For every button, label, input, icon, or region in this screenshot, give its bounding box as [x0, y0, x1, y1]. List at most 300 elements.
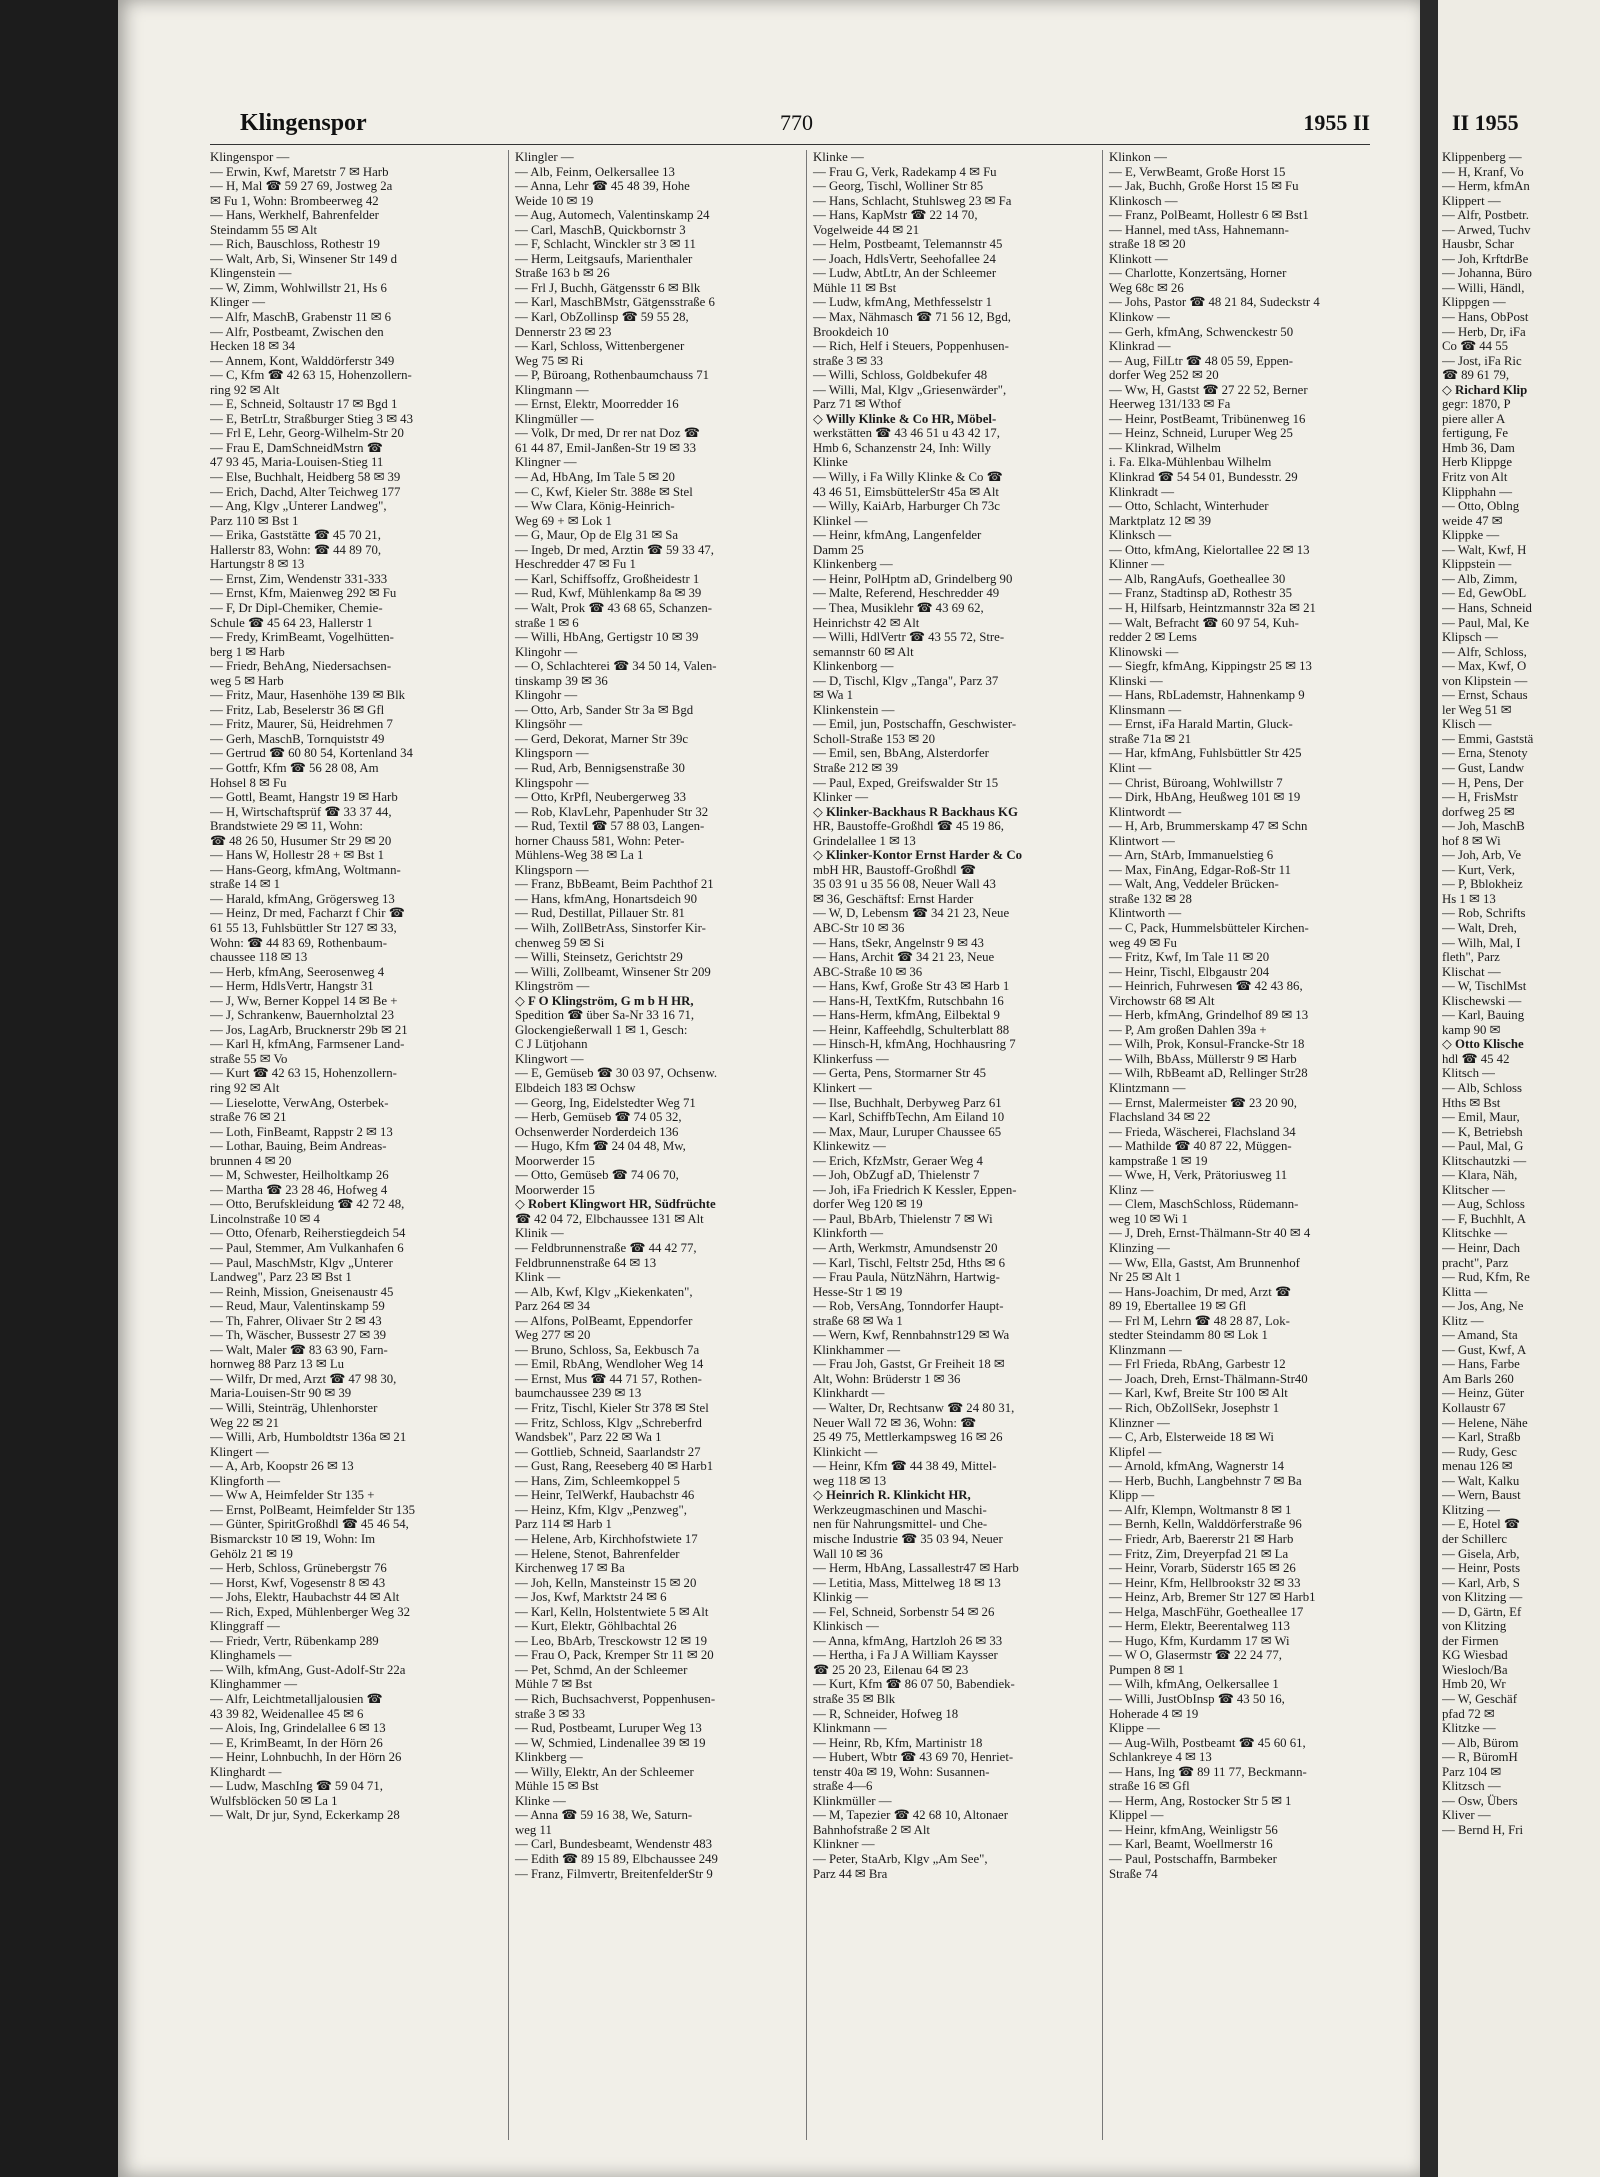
directory-entry-line: — Horst, Kwf, Vogesenstr 8 ✉ 43 [210, 1575, 386, 1590]
directory-entry-line: — Rob, Schrifts [1442, 906, 1526, 921]
directory-entry-line: ◇ Richard Klip [1442, 382, 1528, 397]
directory-entry-line: — Hans, tSekr, Angelnstr 9 ✉ 43 [813, 935, 984, 950]
directory-entry-line: — Hertha, i Fa J A William Kaysser [813, 1648, 998, 1663]
directory-entry-line: — E, Hotel ☎ [1442, 1517, 1520, 1532]
directory-entry-line: — Hans W, Hollestr 28 + ✉ Bst 1 [210, 848, 384, 863]
directory-entry-line: — Paul, Mal, G [1442, 1139, 1524, 1154]
directory-entry-line: — H, Pens, Der [1442, 775, 1524, 790]
directory-entry-line: — Ww A, Heimfelder Str 135 + [210, 1488, 375, 1503]
directory-entry-line: der Firmen [1442, 1633, 1499, 1648]
directory-entry-line: — K, Betriebsh [1442, 1124, 1523, 1139]
directory-entry-line: Werkzeugmaschinen und Maschi- [813, 1502, 987, 1517]
directory-entry-line: — Reinh, Mission, Gneisenaustr 45 [210, 1284, 394, 1299]
directory-entry-line: — Helene, Arb, Kirchhofstwiete 17 [515, 1531, 698, 1546]
directory-entry-line: Klinkicht — [813, 1444, 878, 1459]
directory-entry-line: — Paul, MaschMstr, Klgv „Unterer [210, 1255, 393, 1270]
directory-entry-line: — J, Ww, Berner Koppel 14 ✉ Be + [210, 993, 398, 1008]
directory-entry-line: Klinkerfuss — [813, 1051, 889, 1066]
directory-entry-line: — Ludw, kfmAng, Methfesselstr 1 [813, 295, 993, 310]
directory-entry-line: — Fritz, Tischl, Kieler Str 378 ✉ Stel [515, 1401, 709, 1416]
directory-entry-line: Landweg", Parz 23 ✉ Bst 1 [210, 1270, 352, 1285]
directory-entry-line: — Willi, Schloss, Goldbekufer 48 [813, 368, 988, 383]
directory-entry-line: — D, Gärtn, Ef [1442, 1604, 1522, 1619]
directory-entry-line: — Franz, Stadtinsp aD, Rothestr 35 [1109, 586, 1293, 601]
directory-entry-line: — Wilh, kfmAng, Oelkersallee 1 [1109, 1677, 1279, 1692]
directory-entry-line: Klingohr — [515, 644, 578, 659]
directory-entry-line: — Joh, KrftdrBe [1442, 251, 1529, 266]
directory-entry-line: Flachsland 34 ✉ 22 [1109, 1110, 1211, 1125]
directory-entry-line: — Jos, Ang, Ne [1442, 1299, 1524, 1314]
directory-entry-line: Parz 44 ✉ Bra [813, 1866, 888, 1881]
directory-entry-line: — Hans, Kwf, Große Str 43 ✉ Harb 1 [813, 979, 1010, 994]
directory-entry-line: — Heinz, Dr med, Facharzt f Chir ☎ [210, 906, 405, 921]
directory-entry-line: Klipp — [1109, 1488, 1155, 1503]
directory-entry-line: — Heinr, Kfm, Hellbrookstr 32 ✉ 33 [1109, 1575, 1301, 1590]
directory-entry-line: — R, BüromH [1442, 1750, 1518, 1765]
directory-entry-line: Klitzing — [1442, 1502, 1500, 1517]
directory-entry-line: — Fritz, Lab, Beselerstr 36 ✉ Gfl [210, 702, 385, 717]
directory-entry-line: Klingmann — [515, 382, 589, 397]
directory-entry-line: ABC-Straße 10 ✉ 36 [813, 964, 923, 979]
directory-entry-line: Heschredder 47 ✉ Fu 1 [515, 557, 636, 572]
directory-entry-line: — Heinr, Kaffeehdlg, Schulterblatt 88 [813, 1022, 1010, 1037]
directory-entry-line: Klinkon — [1109, 150, 1167, 164]
directory-entry-line: Klippke — [1442, 528, 1500, 543]
directory-entry-line: — Ang, Klgv „Unterer Landweg", [210, 499, 387, 514]
directory-entry-line: — Hans, kfmAng, Honartsdeich 90 [515, 891, 697, 906]
directory-entry-line: weide 47 ✉ [1442, 513, 1503, 528]
directory-entry-line: — Hubert, Wbtr ☎ 43 69 70, Henriet- [813, 1750, 1014, 1765]
directory-entry-line: — Osw, Übers [1442, 1793, 1518, 1808]
directory-entry-line: Klinski — [1109, 673, 1163, 688]
directory-entry-line: — Joh, MaschB [1442, 819, 1525, 834]
directory-entry-line: — Th, Wäscher, Bussestr 27 ✉ 39 [210, 1328, 387, 1343]
directory-entry-line: — Erich, Dachd, Alter Teichweg 177 [210, 484, 401, 499]
directory-entry-line: — Herb, Schloss, Grünebergstr 76 [210, 1561, 387, 1576]
directory-entry-line: — O, Schlachterei ☎ 34 50 14, Valen- [515, 659, 717, 674]
directory-entry-line: Klingström — [515, 979, 590, 994]
directory-entry-line: — Herm, Ang, Rostocker Str 5 ✉ 1 [1109, 1793, 1292, 1808]
directory-entry-line: Hmb 20, Wr [1442, 1677, 1506, 1692]
directory-entry-line: — Karl, ObZollinsp ☎ 59 55 28, [515, 310, 689, 325]
directory-entry-line: Klitzke — [1442, 1721, 1496, 1736]
directory-entry-line: — Wilfr, Dr med, Arzt ☎ 47 98 30, [210, 1371, 397, 1386]
directory-entry-line: Klink — [515, 1270, 561, 1285]
directory-entry-line: — Alfr, MaschB, Grabenstr 11 ✉ 6 [210, 310, 392, 325]
directory-entry-line: — Herb, Buchh, Langbehnstr 7 ✉ Ba [1109, 1473, 1302, 1488]
directory-entry-line: redder 2 ✉ Lems [1109, 630, 1197, 645]
directory-entry-line: — Heinr, Tischl, Elbgaustr 204 [1109, 964, 1270, 979]
directory-entry-line: Klinzner — [1109, 1415, 1170, 1430]
directory-entry-line: — Ludw, MaschIng ☎ 59 04 71, [210, 1779, 383, 1794]
directory-entry-line: — Max, Kwf, O [1442, 659, 1527, 674]
directory-entry-line: ☎ 89 61 79, [1442, 368, 1510, 383]
directory-entry-line: — Rich, Buchsachverst, Poppenhusen- [515, 1691, 716, 1706]
directory-entry-line: — Friedr, BehAng, Niedersachsen- [210, 659, 392, 674]
directory-entry-line: — Jos, Kwf, Marktstr 24 ✉ 6 [515, 1590, 667, 1605]
directory-entry-line: — Karl, MaschBMstr, Gätgensstraße 6 [515, 295, 715, 310]
directory-entry-line: — Edith ☎ 89 15 89, Elbchaussee 249 [515, 1851, 718, 1866]
directory-entry-line: — C, Kwf, Kieler Str. 388e ✉ Stel [515, 484, 693, 499]
directory-entry-line: Maria-Louisen-Str 90 ✉ 39 [210, 1386, 352, 1401]
directory-entry-line: Klintwordt — [1109, 804, 1182, 819]
directory-entry-line: — Walter, Dr, Rechtsanw ☎ 24 80 31, [813, 1401, 1015, 1416]
directory-entry-line: — Hans-H, TextKfm, Rutschbahn 16 [813, 993, 1004, 1008]
directory-entry-line: — Willi, HbAng, Gertigstr 10 ✉ 39 [515, 630, 699, 645]
directory-entry-line: ☎ 25 20 23, Eilenau 64 ✉ 23 [813, 1662, 969, 1677]
directory-entry-line: — Georg, Tischl, Wolliner Str 85 [813, 179, 984, 194]
directory-entry-line: — Walt, Kwf, H [1442, 542, 1527, 557]
directory-entry-line: Klinik — [515, 1226, 564, 1241]
directory-entry-line: Klitz — [1442, 1313, 1484, 1328]
directory-entry-line: Klitschautzki — [1442, 1153, 1527, 1168]
directory-entry-line: Klingsöhr — [515, 717, 583, 732]
directory-entry-line: — Karl, Beamt, Woellmerstr 16 [1109, 1837, 1273, 1852]
directory-entry-line: Klinkhammer — [813, 1342, 901, 1357]
directory-entry-line: Klingsporn — [515, 862, 589, 877]
directory-entry-line: berg 1 ✉ Harb [210, 644, 285, 659]
directory-entry-line: — W O, Glasermstr ☎ 22 24 77, [1109, 1648, 1282, 1663]
directory-entry-line: — Walt, Kalku [1442, 1473, 1520, 1488]
directory-entry-line: — Heinz, Arb, Bremer Str 127 ✉ Harb1 [1109, 1590, 1316, 1605]
directory-entry-line: — Herb, kfmAng, Seerosenweg 4 [210, 964, 385, 979]
directory-entry-line: horner Chauss 581, Wohn: Peter- [515, 833, 685, 848]
directory-entry-line: ◇ Klinker-Backhaus R Backhaus KG [813, 804, 1018, 819]
directory-entry-line: Klinkert — [813, 1081, 872, 1095]
directory-entry-line: menau 126 ✉ [1442, 1459, 1513, 1474]
directory-entry-line: — W, Zimm, Wohlwillstr 21, Hs 6 [210, 280, 387, 295]
directory-entry-line: — Helm, Postbeamt, Telemannstr 45 [813, 237, 1003, 252]
directory-entry-line: HR, Baustoffe-Großhdl ☎ 45 19 86, [813, 819, 1004, 834]
directory-entry-line: Klingert — [210, 1444, 269, 1459]
directory-entry-line: Klitta — [1442, 1284, 1488, 1299]
directory-entry-line: — Georg, Ing, Eidelstedter Weg 71 [515, 1095, 696, 1110]
directory-entry-line: — Rudy, Gesc [1442, 1444, 1517, 1459]
directory-entry-line: — Herb, Gemüseb ☎ 74 05 32, [515, 1110, 682, 1125]
directory-entry-line: Klintworth — [1109, 906, 1182, 921]
directory-entry-line: Klitzsch — [1442, 1779, 1501, 1794]
directory-entry-line: ◇ Willy Klinke & Co HR, Möbel- [813, 411, 997, 426]
directory-entry-line: — Har, kfmAng, Fuhlsbüttler Str 425 [1109, 746, 1302, 761]
directory-entry-line: — Johs, Elektr, Haubachstr 44 ✉ Alt [210, 1590, 400, 1605]
directory-entry-line: Weg 69 + ✉ Lok 1 [515, 513, 612, 528]
directory-entry-line: — Gerd, Dekorat, Marner Str 39c [515, 731, 689, 746]
directory-entry-line: — Otto, Berufskleidung ☎ 42 72 48, [210, 1197, 405, 1212]
directory-entry-line: — F, Schlacht, Winckler str 3 ✉ 11 [515, 237, 696, 252]
directory-entry-line: — H, Mal ☎ 59 27 69, Jostweg 2a [210, 179, 393, 194]
directory-entry-line: KG Wiesbad [1442, 1648, 1508, 1663]
directory-entry-line: — Heinr, Dach [1442, 1241, 1521, 1256]
directory-entry-line: — C, Kfm ☎ 42 63 15, Hohenzollern- [210, 368, 412, 383]
directory-entry-line: Weg 75 ✉ Ri [515, 353, 584, 368]
directory-entry-line: — Joach, HdlsVertr, Seehofallee 24 [813, 251, 996, 266]
directory-entry-line: Hesse-Str 1 ✉ 19 [813, 1284, 903, 1299]
directory-entry-line: — Erna, Stenoty [1442, 746, 1528, 761]
directory-entry-line: — Herb, kfmAng, Grindelhof 89 ✉ 13 [1109, 1008, 1309, 1023]
directory-entry-line: — Rich, ObZollSekr, Josephstr 1 [1109, 1401, 1280, 1416]
directory-entry-line: tinskamp 39 ✉ 36 [515, 673, 608, 688]
directory-entry-line: — Walt, Maler ☎ 83 63 90, Farn- [210, 1342, 388, 1357]
directory-entry-line: — Willi, Mal, Klgv „Griesenwärder", [813, 382, 1007, 397]
directory-entry-line: Dennerstr 23 ✉ 23 [515, 324, 612, 339]
directory-entry-line: Moorwerder 15 [515, 1153, 595, 1168]
directory-entry-line: — C, Arb, Elsterweide 18 ✉ Wi [1109, 1430, 1274, 1445]
directory-entry-line: — Helene, Stenot, Bahrenfelder [515, 1546, 680, 1561]
directory-entry-line: Marktplatz 12 ✉ 39 [1109, 513, 1212, 528]
directory-entry-line: — Karl, Bauing [1442, 1008, 1525, 1023]
directory-entry-line: Klinkenborg — [813, 659, 894, 674]
directory-entry-line: — Heinr, Vorarb, Süderstr 165 ✉ 26 [1109, 1561, 1296, 1576]
directory-entry-line: semannstr 60 ✉ Alt [813, 644, 914, 659]
directory-entry-line: — Willi, JustObInsp ☎ 43 50 16, [1109, 1691, 1285, 1706]
directory-entry-line: — Wilh, RbBeamt aD, Rellinger Str28 [1109, 1066, 1308, 1081]
page-header [240, 110, 1370, 140]
directory-entry-line: — Jost, iFa Ric [1442, 353, 1522, 368]
directory-entry-line: Alt, Wohn: Brüderstr 1 ✉ 36 [813, 1371, 961, 1386]
directory-entry-line: — Emil, sen, BbAng, Alsterdorfer [813, 746, 989, 761]
directory-entry-line: — Letitia, Mass, Mittelweg 18 ✉ 13 [813, 1575, 1001, 1590]
directory-entry-line: — Ingeb, Dr med, Arztin ☎ 59 33 47, [515, 542, 714, 557]
directory-entry-line: 89 19, Ebertallee 19 ✉ Gfl [1109, 1299, 1247, 1314]
directory-entry-line: — Hans, Farbe [1442, 1357, 1520, 1372]
directory-entry-line: — Otto, Gemüseb ☎ 74 06 70, [515, 1168, 679, 1183]
directory-entry-line: straße 14 ✉ 1 [210, 877, 281, 892]
directory-entry-line: Bismarckstr 10 ✉ 19, Wohn: Im [210, 1531, 376, 1546]
directory-entry-line: — Günter, SpiritGroßhdl ☎ 45 46 54, [210, 1517, 409, 1532]
directory-entry-line: — Alb, RangAufs, Goetheallee 30 [1109, 571, 1286, 586]
directory-entry-line: — Ww, H, Gastst ☎ 27 22 52, Berner [1109, 382, 1308, 397]
directory-entry-line: straße 132 ✉ 28 [1109, 891, 1192, 906]
directory-entry-line: 35 03 91 u 35 56 08, Neuer Wall 43 [813, 877, 996, 892]
directory-entry-line: — A, Arb, Koopstr 26 ✉ 13 [210, 1459, 354, 1474]
directory-entry-line: Klingforth — [210, 1473, 281, 1488]
directory-entry-line: ✉ Wa 1 [813, 688, 854, 703]
directory-entry-line: straße 3 ✉ 33 [515, 1706, 586, 1721]
directory-entry-line: Klipsch — [1442, 630, 1498, 645]
directory-entry-line: — Franz, Filmvertr, BreitenfelderStr 9 [515, 1866, 713, 1881]
directory-entry-line: — Ludw, AbtLtr, An der Schleemer [813, 266, 997, 281]
directory-entry-line: — Willi, HdlVertr ☎ 43 55 72, Stre- [813, 630, 1005, 645]
directory-entry-line: — Anna ☎ 59 16 38, We, Saturn- [515, 1808, 693, 1823]
directory-entry-line: werkstätten ☎ 43 46 51 u 43 42 17, [813, 426, 1000, 441]
directory-entry-line: — Gerh, kfmAng, Schwenckestr 50 [1109, 324, 1294, 339]
directory-entry-line: Klinkel — [813, 513, 868, 528]
directory-entry-line: — Heinr, TelWerkf, Haubachstr 46 [515, 1488, 695, 1503]
directory-entry-line: — Gottlieb, Schneid, Saarlandstr 27 [515, 1444, 701, 1459]
directory-entry-line: — Heinrich, Fuhrwesen ☎ 42 43 86, [1109, 979, 1303, 994]
directory-entry-line: Glockengießerwall 1 ✉ 1, Gesch: [515, 1022, 688, 1037]
directory-entry-line: nen für Nahrungsmittel- und Che- [813, 1517, 988, 1532]
directory-entry-line: — Otto, KrPfl, Neubergerweg 33 [515, 790, 687, 805]
directory-entry-line: Klipphahn — [1442, 484, 1513, 499]
directory-entry-line: straße 18 ✉ 20 [1109, 237, 1186, 252]
directory-entry-line: — Herm, Leitgsaufs, Marienthaler [515, 251, 693, 266]
directory-entry-line: — Jos, LagArb, Brucknerstr 29b ✉ 21 [210, 1022, 408, 1037]
directory-entry-line: — Arnold, kfmAng, Wagnerstr 14 [1109, 1459, 1285, 1474]
directory-entry-line: Klinghammer — [210, 1677, 298, 1692]
directory-entry-line: — Emil, jun, Postschaffn, Geschwister- [813, 717, 1017, 732]
directory-entry-line: — Paul, Stemmer, Am Vulkanhafen 6 [210, 1241, 404, 1256]
directory-entry-line: — Hugo, Kfm, Kurdamm 17 ✉ Wi [1109, 1633, 1290, 1648]
directory-entry-line: Mühlens-Weg 38 ✉ La 1 [515, 848, 644, 863]
directory-entry-line: — Ernst, Zim, Wendenstr 331-333 [210, 571, 388, 586]
directory-entry-line: — Ed, GewObL [1442, 586, 1527, 601]
directory-entry-line: — Rich, Helf i Steuers, Poppenhusen- [813, 339, 1009, 354]
directory-entry-line: — Joh, Arb, Ve [1442, 848, 1522, 863]
directory-entry-line: Mühle 7 ✉ Bst [515, 1677, 593, 1692]
directory-entry-line: 43 46 51, EimsbüttelerStr 45a ✉ Alt [813, 484, 999, 499]
directory-entry-line: — Lothar, Bauing, Beim Andreas- [210, 1139, 387, 1154]
directory-entry-line: — Heinr, Kfm ☎ 44 38 49, Mittel- [813, 1459, 997, 1474]
directory-column-1 [210, 150, 500, 2140]
directory-entry-line: — Ww, Ella, Gastst, Am Brunnenhof [1109, 1255, 1300, 1270]
directory-entry-line: — Hans, Werkhelf, Bahrenfelder [210, 208, 379, 223]
directory-entry-line: — E, BetrLtr, Straßburger Stieg 3 ✉ 43 [210, 411, 413, 426]
directory-entry-line: — Peter, StaArb, Klgv „Am See", [813, 1851, 988, 1866]
directory-entry-line: — Helga, MaschFühr, Goetheallee 17 [1109, 1604, 1304, 1619]
directory-entry-line: — Joach, Dreh, Ernst-Thälmann-Str40 [1109, 1371, 1308, 1386]
directory-entry-line: — Heinz, Güter [1442, 1386, 1525, 1401]
directory-entry-line: 43 39 82, Weidenallee 45 ✉ 6 [210, 1706, 364, 1721]
directory-entry-line: — Willi, Arb, Humboldtstr 136a ✉ 21 [210, 1430, 407, 1445]
directory-entry-line: — Alois, Ing, Grindelallee 6 ✉ 13 [210, 1721, 386, 1736]
directory-entry-line: — Willi, Zollbeamt, Winsener Str 209 [515, 964, 711, 979]
directory-entry-line: — Alfr, Postbetr. [1442, 208, 1529, 223]
directory-entry-line: Klingsporn — [515, 746, 589, 761]
directory-entry-line: — Friedr, Arb, Baererstr 21 ✉ Harb [1109, 1531, 1294, 1546]
directory-entry-line: — Franz, BbBeamt, Beim Pachthof 21 [515, 877, 714, 892]
directory-entry-line: — Hans-Georg, kfmAng, Woltmann- [210, 862, 401, 877]
directory-entry-line: — Annem, Kont, Walddörferstr 349 [210, 353, 395, 368]
directory-entry-line: straße 16 ✉ Gfl [1109, 1779, 1190, 1794]
directory-entry-line: Klinghardt — [210, 1764, 282, 1779]
directory-entry-line: Straße 163 b ✉ 26 [515, 266, 610, 281]
directory-entry-line: — Joh, iFa Friedrich K Kessler, Eppen- [813, 1182, 1017, 1197]
directory-entry-line: Klinkisch — [813, 1619, 879, 1634]
directory-entry-line: — C, Pack, Hummelsbütteler Kirchen- [1109, 920, 1309, 935]
directory-entry-line: — Gottfr, Kfm ☎ 56 28 08, Am [210, 760, 379, 775]
directory-entry-line: — Wilh, BbAss, Müllerstr 9 ✉ Harb [1109, 1051, 1297, 1066]
directory-entry-line: — Willy, Elektr, An der Schleemer [515, 1764, 694, 1779]
directory-entry-line: Klischewski — [1442, 993, 1522, 1008]
directory-entry-line: — Klara, Näh, [1442, 1168, 1518, 1183]
directory-entry-line: — Emil, RbAng, Wendloher Weg 14 [515, 1357, 704, 1372]
directory-entry-line: — Siegfr, kfmAng, Kippingstr 25 ✉ 13 [1109, 659, 1312, 674]
directory-entry-line: — Karl, Schiffsoffz, Großheidestr 1 [515, 571, 700, 586]
directory-entry-line: — Rud, Kfm, Re [1442, 1270, 1530, 1285]
directory-entry-line: — H, FrisMstr [1442, 790, 1518, 805]
directory-entry-line: gegr: 1870, P [1442, 397, 1511, 412]
directory-entry-line: — Walt, Prok ☎ 43 68 65, Schanzen- [515, 600, 713, 615]
directory-entry-line: Klinzing — [1109, 1241, 1170, 1256]
right-page-column [1442, 150, 1600, 2140]
directory-entry-line: — Christ, Büroang, Wohlwillstr 7 [1109, 775, 1283, 790]
directory-entry-line: mische Industrie ☎ 35 03 94, Neuer [813, 1531, 1003, 1546]
directory-entry-line: Klingohr — [515, 688, 578, 703]
directory-entry-line: — Hans, Zim, Schleemkoppel 5 [515, 1473, 680, 1488]
directory-entry-line: — Fel, Schneid, Sorbenstr 54 ✉ 26 [813, 1604, 995, 1619]
directory-entry-line: Co ☎ 44 55 [1442, 339, 1509, 354]
directory-entry-line: — Ernst, Elektr, Moorredder 16 [515, 397, 679, 412]
directory-entry-line: Brandstwiete 29 ✉ 11, Wohn: [210, 819, 363, 834]
directory-entry-line: — J, Schrankenw, Bauernholztal 23 [210, 1008, 394, 1023]
directory-entry-line: — Heinz, Kfm, Klgv „Penzweg", [515, 1502, 687, 1517]
directory-entry-line: — Hans, Archit ☎ 34 21 23, Neue [813, 950, 995, 965]
directory-entry-line: weg 11 [515, 1822, 552, 1837]
directory-entry-line: — Thea, Musiklehr ☎ 43 69 62, [813, 600, 984, 615]
directory-entry-line: Pumpen 8 ✉ 1 [1109, 1662, 1185, 1677]
directory-entry-line: Klippert — [1442, 193, 1501, 208]
directory-entry-line: — Otto, Ofenarb, Reiherstiegdeich 54 [210, 1226, 406, 1241]
directory-entry-line: — Alfons, PolBeamt, Eppendorfer [515, 1313, 693, 1328]
directory-entry-line: Klinksch — [1109, 528, 1172, 543]
directory-entry-line: Scholl-Straße 153 ✉ 20 [813, 731, 935, 746]
directory-entry-line: Klinggraff — [210, 1619, 280, 1634]
page-number: 770 [780, 110, 813, 135]
directory-entry-line: Weide 10 ✉ 19 [515, 193, 594, 208]
directory-entry-line: — Max, FinAng, Edgar-Roß-Str 11 [1109, 862, 1291, 877]
directory-entry-line: — Heinr, kfmAng, Weinligstr 56 [1109, 1822, 1278, 1837]
directory-entry-line: — Gottl, Beamt, Hangstr 19 ✉ Harb [210, 790, 398, 805]
directory-entry-line: Klinkenberg — [813, 557, 893, 572]
directory-entry-line: von Klipstein — [1442, 673, 1528, 688]
directory-entry-line: — Fritz, Kwf, Im Tale 11 ✉ 20 [1109, 950, 1270, 965]
directory-entry-line: — Frau E, DamSchneidMstrn ☎ [210, 440, 383, 455]
directory-entry-line: — Paul, Exped, Greifswalder Str 15 [813, 775, 999, 790]
directory-entry-line: — Alb, Zimm, [1442, 571, 1518, 586]
directory-entry-line: — Paul, BbArb, Thielenstr 7 ✉ Wi [813, 1211, 993, 1226]
directory-entry-line: Klinkmann — [813, 1721, 887, 1736]
directory-entry-line: Klippstein — [1442, 557, 1512, 572]
directory-entry-line: ◇ Otto Klische [1442, 1037, 1524, 1052]
directory-entry-line: — Carl, MaschB, Quickbornstr 3 [515, 222, 686, 237]
directory-entry-line: Parz 114 ✉ Harb 1 [515, 1517, 612, 1532]
directory-entry-line: Klinkosch — [1109, 193, 1178, 208]
directory-entry-line: ◇ F O Klingström, G m b H HR, [515, 993, 694, 1008]
directory-entry-line: Klitsch — [1442, 1066, 1495, 1081]
directory-entry-line: Hallerstr 83, Wohn: ☎ 44 89 70, [210, 542, 382, 557]
directory-entry-line: — Rud, Kwf, Mühlenkamp 8a ✉ 39 [515, 586, 702, 601]
directory-entry-line: — Lieselotte, VerwAng, Osterbek- [210, 1095, 389, 1110]
directory-entry-line: — Aug-Wilh, Postbeamt ☎ 45 60 61, [1109, 1735, 1306, 1750]
directory-entry-line: Klipfel — [1109, 1444, 1162, 1459]
directory-entry-line: fertigung, Fe [1442, 426, 1509, 441]
directory-entry-line: straße 71a ✉ 21 [1109, 731, 1192, 746]
directory-entry-line: straße 76 ✉ 21 [210, 1110, 287, 1125]
directory-entry-line: — Harald, kfmAng, Grögersweg 13 [210, 891, 395, 906]
directory-entry-line: — Alfr, Schloss, [1442, 644, 1527, 659]
directory-entry-line: — Herm, kfmAn [1442, 179, 1530, 194]
directory-entry-line: Klischat — [1442, 964, 1501, 979]
directory-entry-line: — Alb, Schloss [1442, 1081, 1522, 1095]
directory-entry-line: — Else, Buchhalt, Heidberg 58 ✉ 39 [210, 470, 401, 485]
directory-entry-line: Klinner — [1109, 557, 1165, 572]
directory-entry-line: Klinkhardt — [813, 1386, 885, 1401]
directory-entry-line: stedter Steindamm 80 ✉ Lok 1 [1109, 1328, 1268, 1343]
directory-entry-line: — Anna, Lehr ☎ 45 48 39, Hohe [515, 179, 690, 194]
directory-entry-line: straße 3 ✉ 33 [813, 353, 884, 368]
directory-entry-line: — Gertrud ☎ 60 80 54, Kortenland 34 [210, 746, 413, 761]
directory-entry-line: tenstr 40a ✉ 19, Wohn: Susannen- [813, 1764, 990, 1779]
directory-entry-line: — Frau Paula, NützNährn, Hartwig- [813, 1270, 1000, 1285]
directory-entry-line: — Willi, Steinsetz, Gerichtstr 29 [515, 950, 683, 965]
directory-entry-line: ✉ Fu 1, Wohn: Brombeerweg 42 [210, 193, 379, 208]
directory-entry-line: Klinkig — [813, 1590, 869, 1605]
directory-entry-line: ler Weg 51 ✉ [1442, 702, 1512, 717]
directory-entry-line: C J Lütjohann [515, 1037, 588, 1052]
directory-entry-line: Straße 212 ✉ 39 [813, 760, 899, 775]
directory-entry-line: ◇ Klinker-Kontor Ernst Harder & Co [813, 848, 1023, 863]
